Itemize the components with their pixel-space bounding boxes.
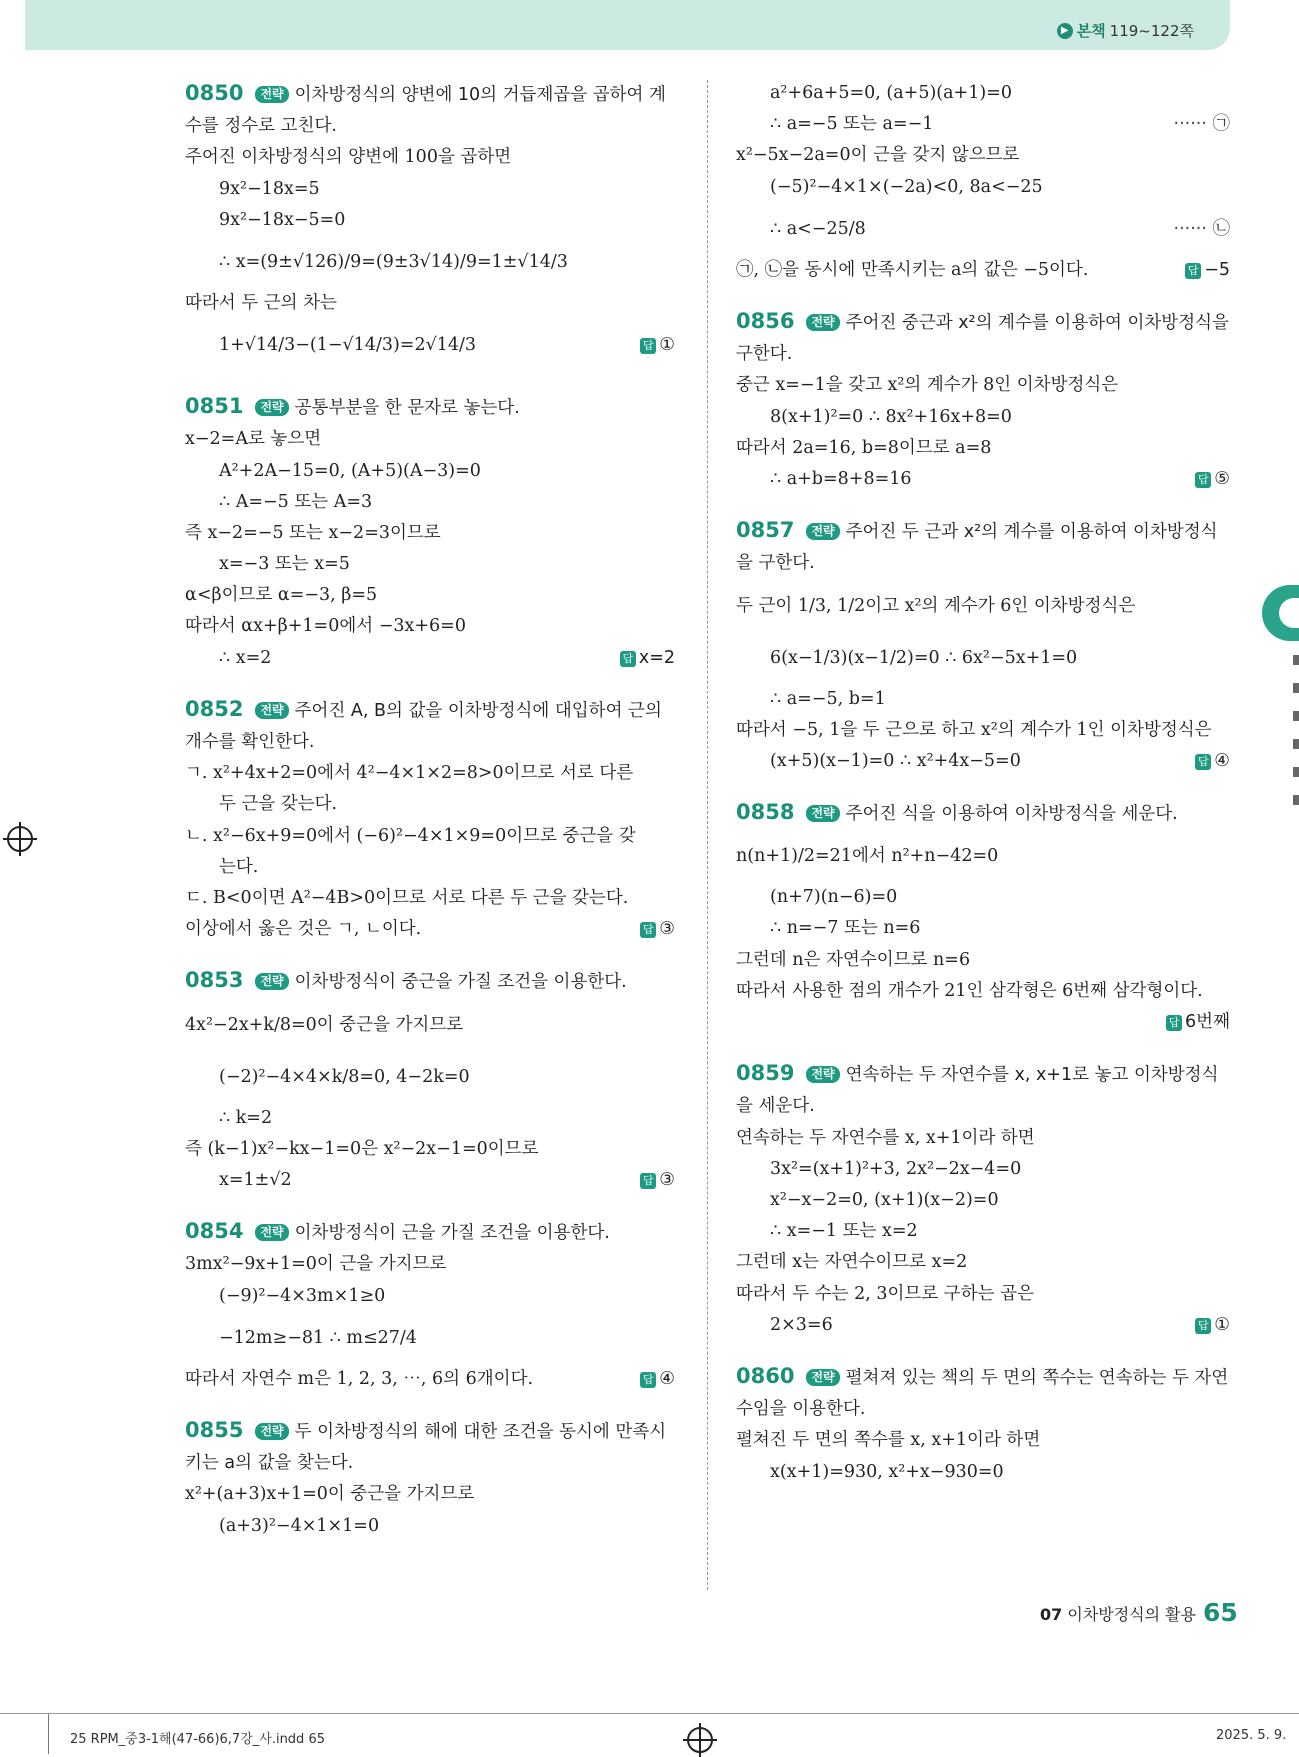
registration-mark-icon: [687, 1727, 713, 1753]
strategy-text: 공통부분을 한 문자로 놓는다.: [294, 398, 520, 419]
answer-mark: 답: [620, 651, 636, 667]
strategy-badge: 전략: [255, 702, 288, 719]
answer-mark: 답: [1195, 472, 1211, 488]
reference-pages: [1057, 20, 1194, 41]
strategy-text: 주어진 A, B의 값을 이차방정식에 대입하여 근의 개수를 확인한다.: [185, 700, 662, 753]
solution-text: 따라서 −5, 1을 두 근으로 하고 x²의 계수가 1인 이차방정식은: [736, 719, 1212, 740]
print-trim-line: [0, 1713, 1299, 1714]
solution-line: [736, 976, 1230, 1007]
problem-0850: [185, 78, 675, 371]
solution-text: (−9)²−4×3m×1≥0: [219, 1285, 386, 1306]
solution-line: [736, 370, 1230, 401]
solution-line: [185, 643, 675, 674]
solution-line: [185, 1051, 675, 1103]
problem-number: 0857: [736, 518, 795, 543]
problem-header: [736, 1361, 1230, 1425]
answer: [1195, 464, 1230, 495]
solution-line: [736, 715, 1230, 746]
solution-text: ∴ x=(9±√126)/9=(9±3√14)/9=1±√14/3: [219, 251, 568, 272]
answer-mark: 답: [1185, 263, 1201, 279]
problem-header: [185, 1415, 675, 1479]
answer-mark: 답: [640, 1372, 656, 1388]
solution-line: [185, 205, 675, 236]
solution-text: 두 근이 1/3, 1/2이고 x²의 계수가 6인 이차방정식은: [736, 595, 1136, 616]
solution-line: [185, 1103, 675, 1134]
solution-text: 6(x−1/3)(x−1/2)=0 ∴ 6x²−5x+1=0: [770, 647, 1078, 668]
solution-line: [736, 632, 1230, 684]
arrow-right-icon: ▶: [1057, 23, 1073, 39]
solution-line: [736, 945, 1230, 976]
answer-mark: 답: [640, 338, 656, 354]
problem-number: 0860: [736, 1363, 795, 1388]
problem-number: 0852: [185, 696, 244, 721]
answer-value: ①: [659, 335, 675, 356]
strategy-badge: 전략: [255, 973, 288, 990]
answer-mark: 답: [640, 1173, 656, 1189]
solution-text: (x+5)(x−1)=0 ∴ x²+4x−5=0: [770, 750, 1021, 771]
strategy-text: 주어진 식을 이용하여 이차방정식을 세운다.: [845, 804, 1178, 825]
solution-line: [185, 999, 675, 1051]
solution-line: [185, 487, 675, 518]
answer: [640, 319, 675, 371]
solution-line: [736, 255, 1230, 286]
solution-text: 두 근을 갖는다.: [219, 794, 338, 815]
problem-0860: [736, 1361, 1230, 1488]
problem-number: 0854: [185, 1219, 244, 1244]
solution-line: [736, 746, 1230, 777]
solution-text: 1+√14/3−(1−√14/3)=2√14/3: [219, 335, 477, 356]
answer-mark: 답: [1166, 1015, 1182, 1031]
left-column: [185, 78, 675, 1542]
solution-line: [736, 464, 1230, 495]
problem-0859: [736, 1058, 1230, 1341]
strategy-badge: 전략: [806, 314, 839, 331]
solution-line: [736, 1457, 1230, 1488]
answer-value: ③: [659, 919, 675, 940]
strategy-text: 연속하는 두 자연수를 x, x+1로 놓고 이차방정식을 세운다.: [736, 1065, 1219, 1117]
solution-text: 9x²−18x−5=0: [219, 209, 346, 230]
solution-text: 따라서 두 근의 차는: [185, 292, 337, 313]
solution-text: (−2)²−4×4×k/8=0, 4−2k=0: [219, 1066, 470, 1087]
solution-text: x²−5x−2a=0이 근을 갖지 않으므로: [736, 145, 1020, 166]
solution-text: 주어진 이차방정식의 양변에 100을 곱하면: [185, 147, 512, 168]
answer: [640, 1165, 675, 1196]
solution-text: (a+3)²−4×1×1=0: [219, 1515, 380, 1536]
solution-text: a²+6a+5=0, (a+5)(a+1)=0: [770, 83, 1012, 103]
ref-label: 본책: [1076, 22, 1106, 40]
solution-line: [736, 1185, 1230, 1216]
solution-line: [736, 109, 1230, 140]
solution-line: [185, 288, 675, 319]
solution-text: 중근 x=−1을 갖고 x²의 계수가 8인 이차방정식은: [736, 375, 1119, 396]
problem-number: 0851: [185, 394, 244, 419]
ref-pages: 119~122쪽: [1109, 22, 1194, 40]
answer-value: ①: [1214, 1314, 1230, 1335]
solution-text: 3x²=(x+1)²+3, 2x²−2x−4=0: [770, 1158, 1022, 1179]
solution-text: 즉 x−2=−5 또는 x−2=3이므로: [185, 522, 441, 543]
solution-line: [736, 1247, 1230, 1278]
solution-text: 즉 (k−1)x²−kx−1=0은 x²−2x−1=0이므로: [185, 1138, 539, 1159]
solution-text: x=−3 또는 x=5: [219, 554, 350, 575]
strategy-badge: 전략: [255, 86, 288, 103]
chapter-footer: [1040, 1602, 1196, 1625]
solution-line: [736, 172, 1230, 203]
solution-line: [736, 684, 1230, 715]
solution-line: [736, 1123, 1230, 1154]
answer-value: −5: [1204, 259, 1230, 280]
solution-line: [736, 1007, 1230, 1038]
solution-line: [736, 1279, 1230, 1310]
solution-line: [736, 433, 1230, 464]
equation-reference-mark: ······ ㉠: [1173, 114, 1230, 135]
answer-value: ③: [659, 1169, 675, 1190]
strategy-badge: 전략: [806, 805, 839, 822]
answer-value: ⑤: [1214, 468, 1230, 489]
solution-text: 3mx²−9x+1=0이 근을 가지므로: [185, 1254, 447, 1275]
solution-text: ∴ x=−1 또는 x=2: [770, 1221, 918, 1242]
solution-text: A²+2A−15=0, (A+5)(A−3)=0: [219, 460, 481, 481]
solution-line: [185, 1511, 675, 1542]
answer: [640, 1364, 675, 1395]
solution-line: [185, 456, 675, 487]
solution-text: ∴ x=2: [219, 647, 272, 668]
solution-text: ㄴ. x²−6x+9=0에서 (−6)²−4×1×9=0이므로 중근을 갖: [185, 825, 636, 846]
solution-text: 연속하는 두 자연수를 x, x+1이라 하면: [736, 1127, 1035, 1148]
problem-0851: [185, 391, 675, 674]
problem-header: [185, 1216, 675, 1249]
solution-line: [736, 1154, 1230, 1185]
solution-text: ∴ n=−7 또는 n=6: [770, 918, 921, 939]
answer: [640, 914, 675, 945]
answer-value: ④: [659, 1368, 675, 1389]
problem-0855: [185, 1415, 675, 1542]
strategy-text: 이차방정식의 양변에 10의 거듭제곱을 곱하여 계수를 정수로 고친다.: [185, 85, 666, 137]
registration-mark-icon: [7, 826, 33, 852]
solution-text: 는다.: [219, 856, 259, 877]
chapter-number: 07: [1040, 1605, 1063, 1624]
solution-line: [736, 882, 1230, 913]
problem-header: [185, 391, 675, 424]
solution-text: ∴ A=−5 또는 A=3: [219, 491, 373, 512]
crop-mark: [48, 1714, 49, 1754]
solution-text: −12m≥−81 ∴ m≤27/4: [219, 1327, 417, 1348]
right-column: [736, 78, 1230, 1488]
chapter-title: 이차방정식의 활용: [1067, 1605, 1197, 1624]
solution-line: [736, 203, 1230, 255]
answer-mark: 답: [1195, 1318, 1211, 1334]
solution-text: n(n+1)/2=21에서 n²+n−42=0: [736, 846, 999, 867]
header-band: [25, 0, 1230, 50]
strategy-text: 펼쳐져 있는 책의 두 면의 쪽수는 연속하는 두 자연수임을 이용한다.: [736, 1367, 1229, 1420]
solution-text: x(x+1)=930, x²+x−930=0: [770, 1461, 1004, 1482]
column-divider: [707, 80, 708, 1590]
problem-header: [736, 515, 1230, 579]
solution-text: ∴ k=2: [219, 1107, 273, 1128]
solution-line: [185, 142, 675, 173]
strategy-badge: 전략: [806, 1369, 839, 1386]
solution-text: 4x²−2x+k/8=0이 중근을 가지므로: [185, 1014, 464, 1035]
page-number: 65: [1203, 1598, 1238, 1627]
solution-text: 펼쳐진 두 면의 쪽수를 x, x+1이라 하면: [736, 1430, 1041, 1451]
strategy-text: 두 이차방정식의 해에 대한 조건을 동시에 만족시키는 a의 값을 찾는다.: [185, 1421, 667, 1474]
equation-reference-mark: ······ ㉡: [1173, 218, 1230, 239]
solution-line: [185, 174, 675, 205]
solution-text: ㄷ. B<0이면 A²−4B>0이므로 서로 다른 두 근을 갖는다.: [185, 888, 629, 909]
print-file-name: 25 RPM_중3-1해(47-66)6,7강_사.indd 65: [70, 1732, 325, 1747]
answer: [1195, 1310, 1230, 1341]
solution-text: ∴ a=−5, b=1: [770, 688, 886, 709]
problem-header: [185, 78, 675, 142]
solution-line: [185, 611, 675, 642]
problem-0854: [185, 1216, 675, 1395]
solution-line: [736, 140, 1230, 171]
solution-text: x²−x−2=0, (x+1)(x−2)=0: [770, 1189, 999, 1210]
solution-line: [185, 1281, 675, 1312]
solution-text: 따라서 두 수는 2, 3이므로 구하는 곱은: [736, 1283, 1034, 1304]
strategy-badge: 전략: [255, 1423, 288, 1440]
solution-line: [185, 549, 675, 580]
problem-header: [185, 965, 675, 998]
solution-line: [185, 914, 675, 945]
solution-line: [185, 1364, 675, 1395]
solution-text: 9x²−18x=5: [219, 178, 320, 199]
solution-text: ㉠, ㉡을 동시에 만족시키는 a의 값은 −5이다.: [736, 259, 1089, 280]
solution-line: [185, 518, 675, 549]
problem-number: 0858: [736, 800, 795, 825]
problem-0858: [736, 797, 1230, 1038]
solution-line: [185, 1249, 675, 1280]
strategy-badge: 전략: [255, 1224, 288, 1241]
solution-line: [185, 883, 675, 914]
problem-0857: [736, 515, 1230, 777]
strategy-badge: 전략: [806, 1066, 839, 1083]
solution-line: [736, 580, 1230, 632]
answer-value: 6번째: [1185, 1012, 1230, 1033]
solution-line: [185, 1312, 675, 1364]
solution-text: x−2=A로 놓으면: [185, 429, 322, 450]
answer: [1166, 1007, 1230, 1038]
solution-text: x=1±√2: [219, 1169, 292, 1190]
side-tab-text-fragment: [1293, 655, 1299, 815]
solution-text: 이상에서 옳은 것은 ㄱ, ㄴ이다.: [185, 919, 422, 940]
problem-header: [736, 797, 1230, 830]
solution-line: [736, 913, 1230, 944]
problem-continuation: [736, 78, 1230, 286]
solution-text: ∴ a=−5 또는 a=−1: [770, 114, 934, 135]
solution-line: [736, 1216, 1230, 1247]
answer: [1195, 746, 1230, 777]
solution-text: 8(x+1)²=0 ∴ 8x²+16x+8=0: [770, 406, 1012, 427]
problem-0853: [185, 965, 675, 1196]
solution-line: [185, 319, 675, 371]
solution-text: 따라서 2a=16, b=8이므로 a=8: [736, 437, 992, 458]
solution-text: (n+7)(n−6)=0: [770, 887, 898, 908]
solution-text: 따라서 자연수 m은 1, 2, 3, ⋯, 6의 6개이다.: [185, 1368, 534, 1389]
solution-line: [185, 236, 675, 288]
solution-text: 그런데 n은 자연수이므로 n=6: [736, 949, 971, 970]
solution-line: [736, 402, 1230, 433]
problem-number: 0856: [736, 308, 795, 333]
solution-line: [185, 821, 675, 852]
problem-number: 0850: [185, 81, 244, 105]
strategy-text: 이차방정식이 중근을 가질 조건을 이용한다.: [294, 972, 627, 993]
solution-line: [185, 1134, 675, 1165]
solution-text: x²+(a+3)x+1=0이 중근을 가지므로: [185, 1484, 475, 1505]
strategy-badge: 전략: [806, 523, 839, 540]
solution-text: 따라서 αx+β+1=0에서 −3x+6=0: [185, 616, 466, 637]
answer-mark: 답: [640, 922, 656, 938]
solution-line: [736, 1310, 1230, 1341]
strategy-text: 주어진 중근과 x²의 계수를 이용하여 이차방정식을 구한다.: [736, 312, 1229, 365]
solution-line: [185, 758, 675, 789]
solution-line: [185, 1479, 675, 1510]
problem-header: [736, 1058, 1230, 1122]
solution-text: ∴ a+b=8+8=16: [770, 468, 912, 489]
strategy-text: 이차방정식이 근을 가질 조건을 이용한다.: [294, 1223, 610, 1244]
strategy-badge: 전략: [255, 399, 288, 416]
solution-line: [736, 78, 1230, 109]
problem-0856: [736, 306, 1230, 495]
problem-0852: [185, 694, 675, 946]
solution-line: [185, 580, 675, 611]
solution-text: 그런데 x는 자연수이므로 x=2: [736, 1252, 968, 1273]
solution-line: [185, 1165, 675, 1196]
print-date: 2025. 5. 9.: [1216, 1728, 1287, 1743]
solution-line: [185, 424, 675, 455]
solution-line: [185, 852, 675, 883]
solution-text: 따라서 사용한 점의 개수가 21인 삼각형은 6번째 삼각형이다.: [736, 980, 1203, 1001]
problem-header: [736, 306, 1230, 370]
solution-text: ㄱ. x²+4x+2=0에서 4²−4×1×2=8>0이므로 서로 다른: [185, 763, 634, 784]
strategy-text: 주어진 두 근과 x²의 계수를 이용하여 이차방정식을 구한다.: [736, 522, 1218, 574]
solution-text: 2×3=6: [770, 1314, 833, 1335]
answer: [620, 643, 675, 674]
solution-text: (−5)²−4×1×(−2a)<0, 8a<−25: [770, 176, 1043, 197]
problem-header: [185, 694, 675, 758]
problem-number: 0859: [736, 1061, 795, 1086]
problem-number: 0853: [185, 968, 244, 993]
solution-line: [736, 830, 1230, 882]
answer-value: x=2: [638, 647, 675, 668]
problem-number: 0855: [185, 1417, 244, 1442]
solution-line: [736, 1425, 1230, 1456]
solution-text: ∴ a<−25/8: [770, 218, 866, 239]
answer-value: ④: [1214, 750, 1230, 771]
solution-line: [185, 789, 675, 820]
answer: [1185, 255, 1230, 286]
solution-text: α<β이므로 α=−3, β=5: [185, 585, 378, 606]
answer-mark: 답: [1195, 754, 1211, 770]
